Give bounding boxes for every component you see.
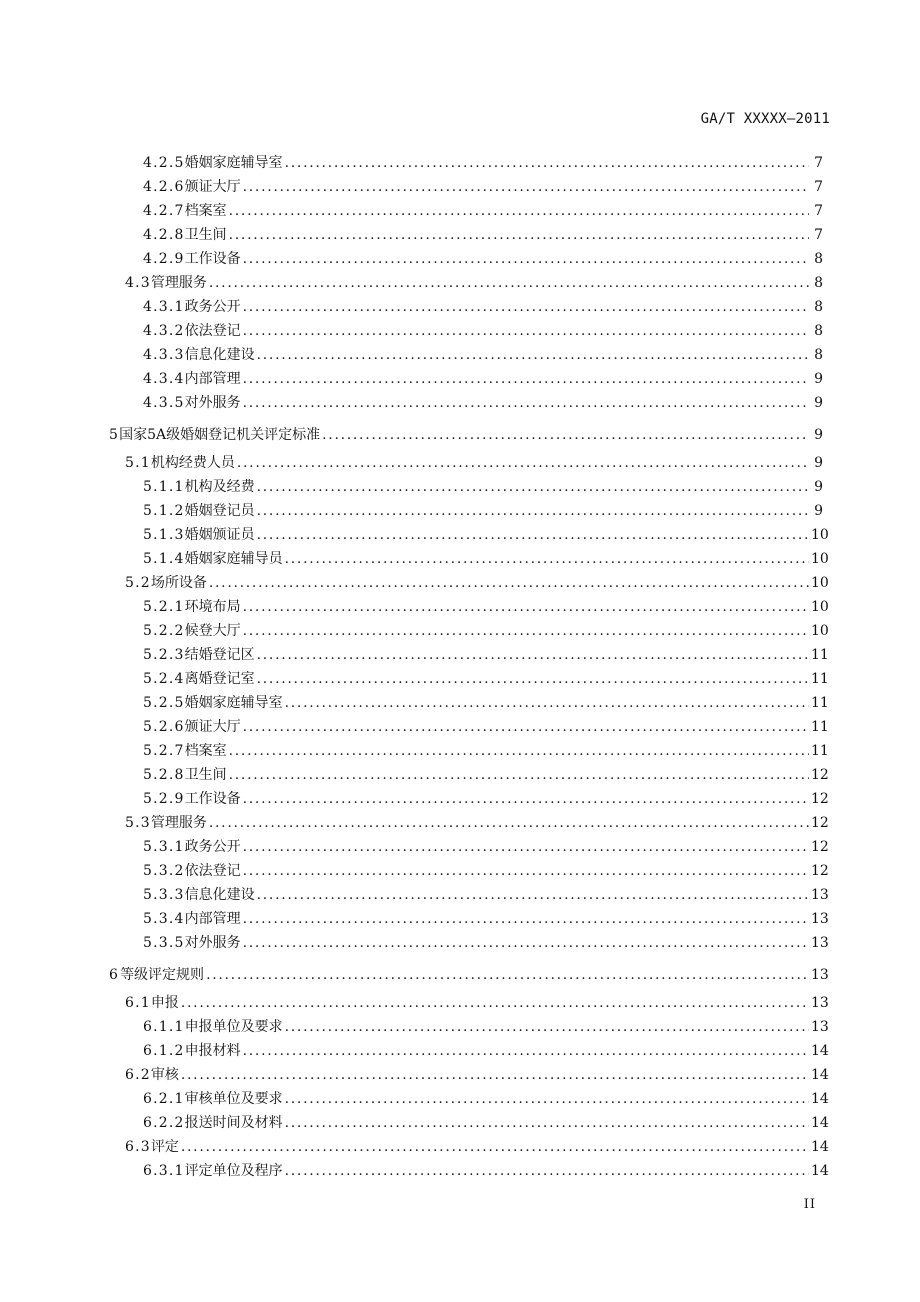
toc-dot-leader — [285, 550, 809, 568]
toc-entry[interactable] — [143, 666, 829, 688]
toc-entry-number: 5.1.1 — [143, 479, 185, 495]
toc-entry[interactable] — [125, 450, 823, 472]
toc-entry[interactable] — [143, 618, 829, 640]
toc-dot-leader — [243, 718, 809, 736]
toc-entry-title: 内部管理 — [184, 371, 241, 387]
toc-entry-title: 离婚登记室 — [184, 671, 255, 687]
toc-entry-title: 档案室 — [184, 743, 227, 759]
toc-entry-number: 5.2.2 — [143, 623, 185, 639]
toc-dot-leader — [243, 910, 809, 928]
toc-entry-title: 婚姻登记员 — [184, 503, 255, 519]
toc-entry-title: 对外服务 — [184, 395, 241, 411]
toc-entry-page: 12 — [811, 839, 829, 855]
toc-dot-leader — [181, 1138, 809, 1156]
toc-entry-title: 国家5A级婚姻登记机关评定标准 — [119, 427, 321, 443]
toc-entry-number: 4.2.9 — [143, 251, 185, 267]
toc-entry-page: 8 — [814, 299, 823, 315]
toc-dot-leader — [243, 598, 809, 616]
toc-dot-leader — [257, 502, 809, 520]
toc-entry[interactable] — [143, 1086, 829, 1108]
toc-entry-number: 6.1 — [125, 995, 151, 1011]
toc-entry-title: 卫生间 — [184, 227, 227, 243]
toc-entry[interactable] — [109, 962, 829, 984]
toc-entry-number: 4.3.5 — [143, 395, 185, 411]
toc-dot-leader — [243, 322, 809, 340]
toc-dot-leader — [285, 154, 809, 172]
toc-entry-page: 10 — [811, 527, 829, 543]
toc-entry-page: 12 — [811, 863, 829, 879]
toc-dot-leader — [257, 526, 809, 544]
toc-entry-title: 申报材料 — [184, 1043, 241, 1059]
toc-entry-number: 6 — [109, 967, 120, 983]
toc-dot-leader — [229, 766, 809, 784]
toc-dot-leader — [243, 370, 809, 388]
toc-entry-title: 场所设备 — [150, 575, 207, 591]
toc-entry[interactable] — [143, 198, 823, 220]
toc-dot-leader — [229, 226, 809, 244]
toc-entry-title: 信息化建设 — [184, 347, 255, 363]
toc-entry-page: 8 — [814, 251, 823, 267]
toc-entry[interactable] — [143, 642, 829, 664]
toc-dot-leader — [285, 694, 809, 712]
toc-entry-page: 11 — [811, 671, 829, 687]
toc-dot-leader — [257, 646, 809, 664]
toc-entry-page: 7 — [814, 155, 823, 171]
toc-dot-leader — [257, 886, 809, 904]
toc-entry[interactable] — [143, 1110, 829, 1132]
toc-entry-number: 5.2 — [125, 575, 151, 591]
toc-entry-title: 政务公开 — [184, 839, 241, 855]
toc-entry-page: 14 — [811, 1067, 829, 1083]
toc-entry-number: 6.3.1 — [143, 1163, 185, 1179]
toc-entry-page: 9 — [814, 427, 823, 443]
toc-entry-page: 12 — [811, 767, 829, 783]
toc-entry[interactable] — [143, 522, 829, 544]
toc-entry-page: 11 — [811, 647, 829, 663]
toc-dot-leader — [285, 1018, 809, 1036]
toc-entry-number: 6.2.2 — [143, 1115, 185, 1131]
toc-entry-number: 5.2.7 — [143, 743, 185, 759]
toc-entry[interactable] — [143, 150, 823, 172]
toc-entry-page: 13 — [811, 967, 829, 983]
toc-dot-leader — [257, 478, 809, 496]
toc-dot-leader — [322, 426, 809, 444]
toc-entry-page: 7 — [814, 203, 823, 219]
toc-entry[interactable] — [143, 834, 829, 856]
toc-entry[interactable] — [125, 1134, 829, 1156]
toc-entry-page: 10 — [811, 575, 829, 591]
toc-entry[interactable] — [143, 246, 823, 268]
toc-entry[interactable] — [125, 810, 829, 832]
toc-entry-page: 9 — [814, 371, 823, 387]
toc-entry-title: 管理服务 — [150, 815, 207, 831]
toc-entry[interactable] — [143, 222, 823, 244]
toc-entry-number: 5.1.3 — [143, 527, 185, 543]
toc-dot-leader — [206, 966, 809, 984]
toc-dot-leader — [209, 274, 809, 292]
toc-dot-leader — [257, 670, 809, 688]
toc-entry[interactable] — [143, 738, 829, 760]
toc-dot-leader — [181, 994, 809, 1012]
toc-entry[interactable] — [143, 1038, 829, 1060]
toc-entry[interactable] — [143, 762, 829, 784]
toc-entry-number: 5.3.5 — [143, 935, 185, 951]
toc-entry[interactable] — [143, 930, 829, 952]
toc-entry-title: 档案室 — [184, 203, 227, 219]
toc-entry-number: 5.2.1 — [143, 599, 185, 615]
toc-entry-number: 6.2.1 — [143, 1091, 185, 1107]
toc-entry[interactable] — [109, 422, 823, 444]
toc-entry-title: 颁证大厅 — [184, 719, 241, 735]
toc-entry-title: 婚姻家庭辅导员 — [184, 551, 283, 567]
toc-dot-leader — [229, 742, 809, 760]
toc-dot-leader — [285, 1114, 809, 1132]
toc-entry[interactable] — [143, 786, 829, 808]
toc-entry-title: 候登大厅 — [184, 623, 241, 639]
toc-entry[interactable] — [125, 570, 829, 592]
toc-entry-page: 9 — [814, 395, 823, 411]
toc-entry-title: 申报单位及要求 — [184, 1019, 283, 1035]
toc-entry-number: 4.3.2 — [143, 323, 185, 339]
toc-entry-number: 4.2.7 — [143, 203, 185, 219]
toc-entry-page: 11 — [811, 719, 829, 735]
toc-entry-number: 6.1.2 — [143, 1043, 185, 1059]
toc-dot-leader — [243, 838, 809, 856]
toc-dot-leader — [243, 394, 809, 412]
toc-entry-page: 13 — [811, 935, 829, 951]
toc-entry[interactable] — [143, 1158, 829, 1180]
toc-entry-title: 婚姻家庭辅导室 — [184, 695, 283, 711]
toc-entry-number: 6.2 — [125, 1067, 151, 1083]
toc-entry-title: 机构及经费 — [184, 479, 255, 495]
toc-entry-page: 14 — [811, 1043, 829, 1059]
toc-entry-title: 评定单位及程序 — [184, 1163, 283, 1179]
toc-entry-number: 4.3 — [125, 275, 151, 291]
toc-dot-leader — [243, 178, 809, 196]
toc-dot-leader — [229, 202, 809, 220]
toc-entry-page: 13 — [811, 995, 829, 1011]
toc-entry[interactable] — [143, 546, 829, 568]
toc-entry-title: 卫生间 — [184, 767, 227, 783]
toc-entry-page: 8 — [814, 275, 823, 291]
toc-entry[interactable] — [143, 714, 829, 736]
toc-entry-title: 信息化建设 — [184, 887, 255, 903]
toc-entry[interactable] — [143, 498, 823, 520]
toc-entry-number: 5.3.3 — [143, 887, 185, 903]
toc-entry-page: 7 — [814, 227, 823, 243]
toc-entry[interactable] — [125, 990, 829, 1012]
toc-entry-number: 5.1.2 — [143, 503, 185, 519]
toc-entry-number: 4.2.5 — [143, 155, 185, 171]
toc-dot-leader — [285, 1090, 809, 1108]
toc-entry-page: 13 — [811, 887, 829, 903]
toc-entry-title: 审核单位及要求 — [184, 1091, 283, 1107]
toc-dot-leader — [243, 298, 809, 316]
toc-entry-title: 申报 — [150, 995, 179, 1011]
toc-dot-leader — [243, 1042, 809, 1060]
toc-entry-page: 10 — [811, 599, 829, 615]
toc-entry-page: 9 — [814, 455, 823, 471]
toc-entry-title: 工作设备 — [184, 251, 241, 267]
toc-entry-title: 报送时间及材料 — [184, 1115, 283, 1131]
toc-entry-title: 等级评定规则 — [120, 967, 205, 983]
toc-dot-leader — [285, 1162, 809, 1180]
toc-entry-title: 婚姻家庭辅导室 — [184, 155, 283, 171]
toc-entry-title: 结婚登记区 — [184, 647, 255, 663]
document-code: GA/T XXXXX—2011 — [700, 111, 830, 127]
toc-dot-leader — [243, 250, 809, 268]
toc-entry[interactable] — [143, 366, 823, 388]
toc-entry-page: 12 — [811, 791, 829, 807]
toc-entry[interactable] — [143, 690, 829, 712]
toc-entry-title: 评定 — [150, 1139, 179, 1155]
toc-entry-number: 5.2.5 — [143, 695, 185, 711]
toc-entry-number: 5.1.4 — [143, 551, 185, 567]
toc-entry[interactable] — [143, 474, 823, 496]
toc-entry-number: 4.2.6 — [143, 179, 185, 195]
toc-dot-leader — [243, 934, 809, 952]
toc-entry[interactable] — [143, 294, 823, 316]
toc-dot-leader — [257, 346, 809, 364]
toc-entry-number: 4.3.1 — [143, 299, 185, 315]
toc-entry[interactable] — [143, 1014, 829, 1036]
toc-entry-number: 5.2.6 — [143, 719, 185, 735]
toc-entry[interactable] — [143, 906, 829, 928]
toc-dot-leader — [181, 1066, 809, 1084]
toc-entry[interactable] — [143, 882, 829, 904]
toc-entry-number: 4.2.8 — [143, 227, 185, 243]
toc-entry-title: 内部管理 — [184, 911, 241, 927]
toc-dot-leader — [243, 790, 809, 808]
toc-entry-title: 环境布局 — [184, 599, 241, 615]
toc-entry-page: 14 — [811, 1163, 829, 1179]
toc-entry[interactable] — [143, 342, 823, 364]
page-number: II — [803, 1197, 816, 1212]
toc-entry-page: 9 — [814, 479, 823, 495]
toc-entry-number: 4.3.4 — [143, 371, 185, 387]
toc-entry-number: 5.1 — [125, 455, 151, 471]
toc-entry-page: 10 — [811, 623, 829, 639]
toc-entry-title: 工作设备 — [184, 791, 241, 807]
toc-entry-page: 14 — [811, 1091, 829, 1107]
toc-entry-page: 7 — [814, 179, 823, 195]
toc-entry-number: 5.3 — [125, 815, 151, 831]
toc-entry-page: 8 — [814, 347, 823, 363]
toc-entry-page: 11 — [811, 743, 829, 759]
toc-entry-title: 管理服务 — [150, 275, 207, 291]
toc-entry-title: 颁证大厅 — [184, 179, 241, 195]
toc-entry-title: 审核 — [150, 1067, 179, 1083]
toc-entry[interactable] — [143, 174, 823, 196]
toc-entry-number: 6.3 — [125, 1139, 151, 1155]
toc-entry-page: 10 — [811, 551, 829, 567]
toc-entry-page: 13 — [811, 911, 829, 927]
toc-entry-title: 依法登记 — [184, 323, 241, 339]
toc-dot-leader — [209, 814, 809, 832]
toc-entry-title: 婚姻颁证员 — [184, 527, 255, 543]
toc-dot-leader — [243, 862, 809, 880]
toc-entry-page: 14 — [811, 1115, 829, 1131]
toc-entry-title: 对外服务 — [184, 935, 241, 951]
toc-entry-page: 14 — [811, 1139, 829, 1155]
toc-entry[interactable] — [125, 270, 823, 292]
toc-dot-leader — [243, 622, 809, 640]
toc-entry-title: 政务公开 — [184, 299, 241, 315]
toc-entry-number: 5.2.4 — [143, 671, 185, 687]
toc-entry-number: 5.3.4 — [143, 911, 185, 927]
toc-entry-title: 依法登记 — [184, 863, 241, 879]
toc-entry-page: 13 — [811, 1019, 829, 1035]
toc-entry-page: 12 — [811, 815, 829, 831]
toc-entry-number: 4.3.3 — [143, 347, 185, 363]
toc-dot-leader — [237, 454, 809, 472]
toc-entry-page: 9 — [814, 503, 823, 519]
toc-entry[interactable] — [143, 594, 829, 616]
toc-entry-number: 6.1.1 — [143, 1019, 185, 1035]
toc-entry-number: 5.2.9 — [143, 791, 185, 807]
toc-entry[interactable] — [143, 390, 823, 412]
toc-entry-number: 5.2.8 — [143, 767, 185, 783]
toc-entry-number: 5.3.2 — [143, 863, 185, 879]
toc-entry-title: 机构经费人员 — [150, 455, 235, 471]
toc-entry[interactable] — [143, 318, 823, 340]
toc-entry-number: 5.2.3 — [143, 647, 185, 663]
toc-entry[interactable] — [125, 1062, 829, 1084]
toc-entry-number: 5 — [109, 427, 120, 443]
toc-entry-number: 5.3.1 — [143, 839, 185, 855]
toc-entry[interactable] — [143, 858, 829, 880]
toc-dot-leader — [209, 574, 809, 592]
toc-entry-page: 11 — [811, 695, 829, 711]
toc-entry-page: 8 — [814, 323, 823, 339]
